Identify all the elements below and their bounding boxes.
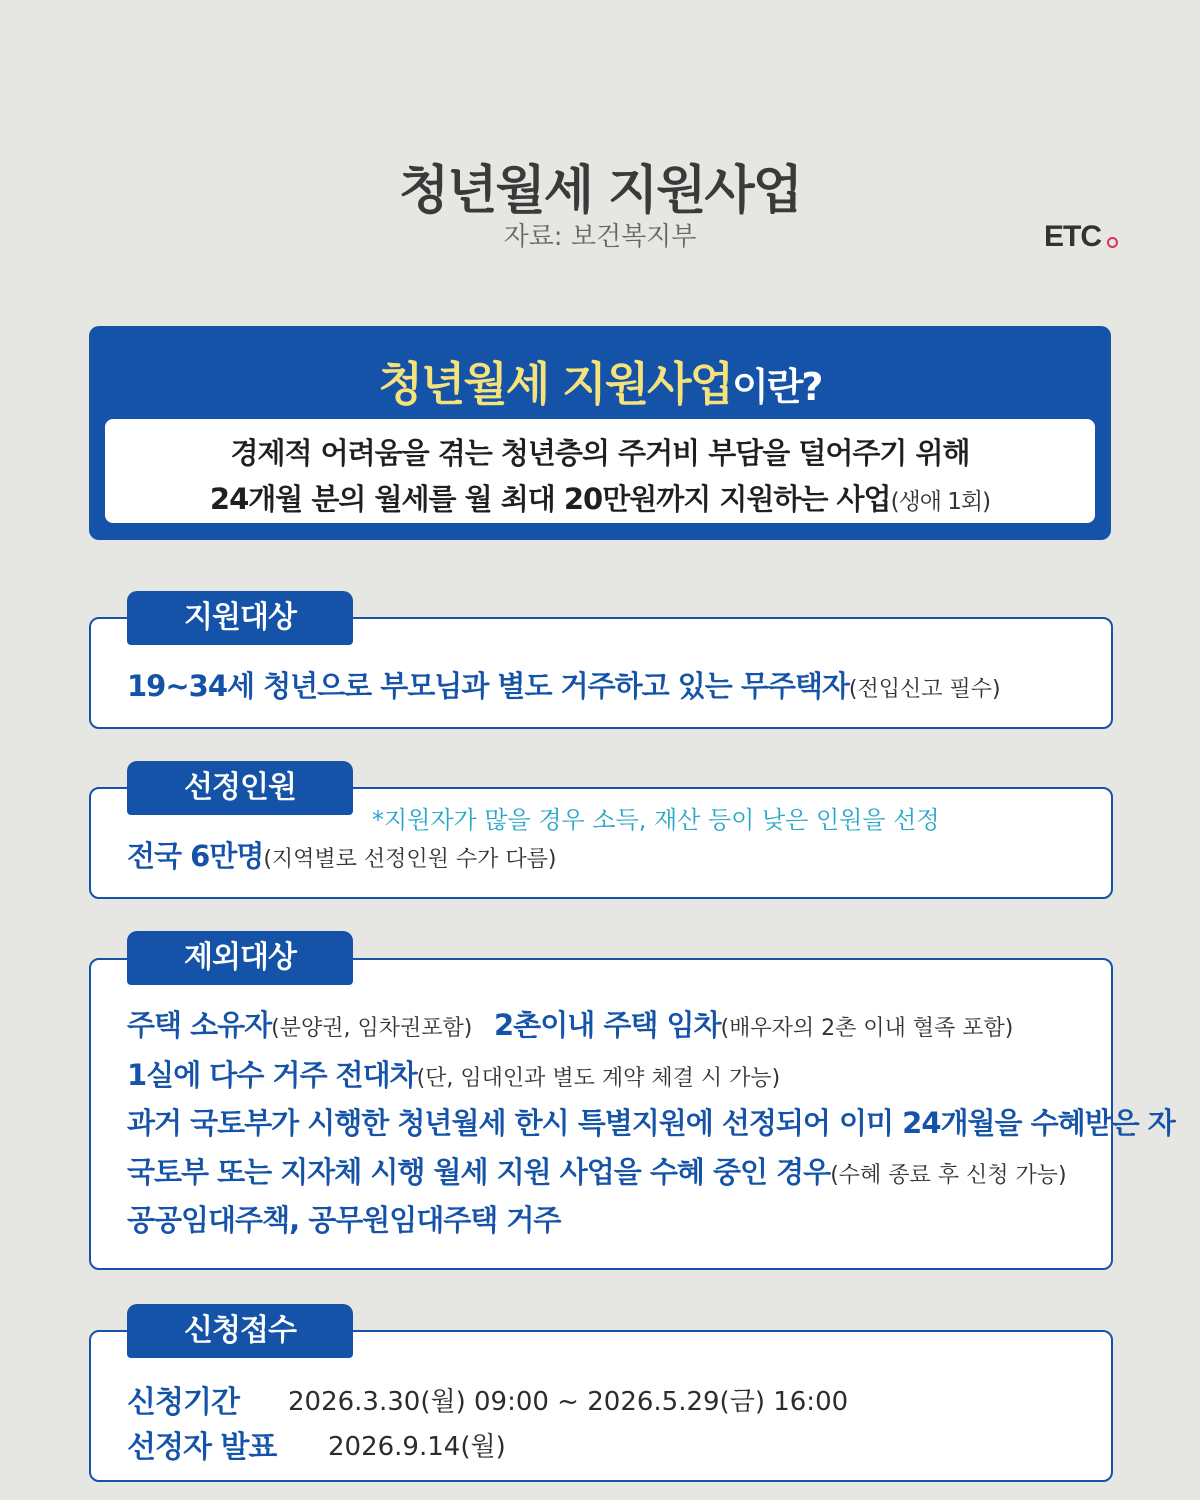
hero-description-box (105, 419, 1095, 523)
hero-line-2-main: 24개월 분의 월세를 월 최대 20만원까지 지원하는 사업 (209, 482, 891, 516)
hero-banner (89, 326, 1111, 540)
exclusion-item (127, 1198, 560, 1239)
hero-line-2 (105, 477, 1095, 518)
eligibility-main: 19~34세 청년으로 부모님과 별도 거주하고 있는 무주택자 (127, 669, 849, 703)
application-tag: 신청접수 (127, 1304, 353, 1358)
exclusion-item-text: 과거 국토부가 시행한 청년월세 한시 특별지원에 선정되어 이미 24개월을 수혜받은 자 (127, 1106, 1175, 1140)
hero-line-1: 경제적 어려움을 겪는 청년층의 주거비 부담을 덜어주기 위해 (230, 436, 970, 470)
exclusion-tag: 제외대상 (127, 931, 353, 985)
exclusion-item-text: 1실에 다수 거주 전대차 (127, 1058, 417, 1092)
page-title: 청년월세 지원사업 (399, 161, 801, 221)
exclusion-item-text: 공공임대주책, 공무원임대주택 거주 (127, 1203, 561, 1237)
eligibility-text (127, 664, 1001, 705)
selection-main: 전국 6만명 (127, 839, 264, 873)
exclusion-item (494, 1003, 1013, 1044)
exclusion-item-text: 주택 소유자 (127, 1008, 272, 1042)
logo-dot-icon (1107, 237, 1118, 248)
exclusion-item (127, 1150, 1067, 1191)
source-caption: 자료: 보건복지부 (503, 222, 697, 252)
exclusion-item-text: 국토부 또는 지자체 시행 월세 지원 사업을 수혜 중인 경우 (127, 1155, 831, 1189)
logo: ETC (1044, 220, 1101, 253)
exclusion-item-note: (분양권, 임차권포함) (271, 1016, 473, 1041)
application-period-value: 2026.3.30(월) 09:00 ~ 2026.5.29(금) 16:00 (288, 1387, 849, 1417)
selection-tag: 선정인원 (127, 761, 353, 815)
eligibility-tag: 지원대상 (127, 591, 353, 645)
application-period-label: 신청기간 (127, 1385, 239, 1420)
eligibility-note: (전입신고 필수) (848, 677, 1001, 702)
announcement-label: 선정자 발표 (127, 1430, 277, 1465)
exclusion-item (127, 1003, 472, 1044)
exclusion-item-note: (단, 임대인과 별도 계약 체결 시 가능) (416, 1066, 781, 1091)
exclusion-item-note: (수혜 종료 후 신청 가능) (830, 1163, 1067, 1188)
exclusion-item (127, 1053, 780, 1094)
exclusion-item (127, 1101, 1175, 1142)
hero-title (89, 348, 1111, 414)
selection-text (127, 834, 557, 875)
exclusion-item-text: 2촌이내 주택 임차 (494, 1008, 721, 1042)
hero-title-highlight: 청년월세 지원사업 (378, 357, 733, 411)
exclusion-item-note: (배우자의 2촌 이내 혈족 포함) (720, 1016, 1014, 1041)
announcement-value: 2026.9.14(월) (328, 1432, 506, 1462)
hero-line-2-note: (생애 1회) (890, 489, 991, 515)
selection-paren: (지역별로 선정인원 수가 다름) (263, 847, 557, 872)
selection-note: *지원자가 많을 경우 소득, 재산 등이 낮은 인원을 선정 (372, 806, 940, 834)
hero-title-suffix: 이란? (732, 365, 822, 409)
